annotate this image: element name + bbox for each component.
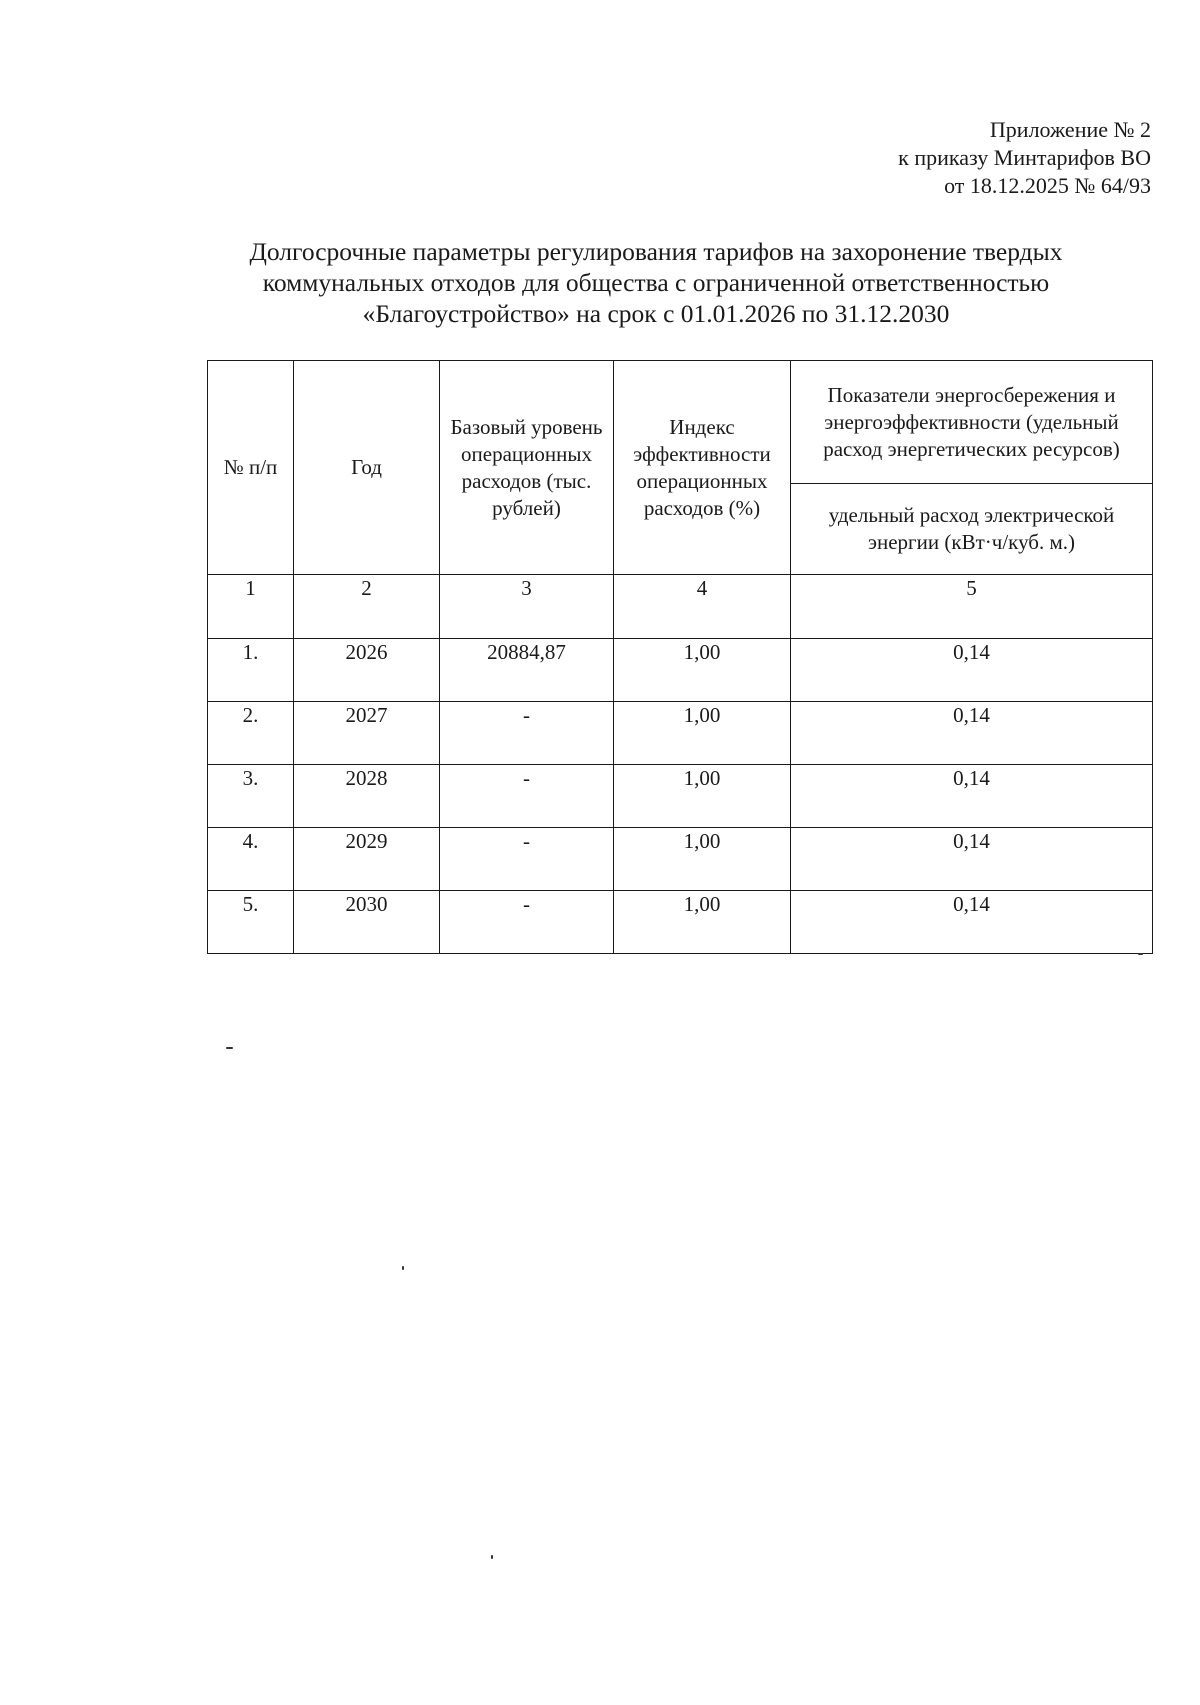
- column-number: 5: [791, 575, 1153, 639]
- table-row: [208, 891, 1153, 954]
- column-number-row: [208, 575, 1153, 639]
- table-row: [208, 828, 1153, 891]
- scan-speck: [226, 1047, 233, 1049]
- cell-base-level: -: [440, 891, 614, 954]
- header-electric: удельный расход электрической энергии (кВт·ч/куб. м.): [791, 484, 1153, 575]
- cell-base-level: 20884,87: [440, 639, 614, 702]
- cell-year: 2028: [294, 765, 440, 828]
- cell-base-level: -: [440, 828, 614, 891]
- table-row: [208, 702, 1153, 765]
- scan-speck: [402, 1266, 404, 1270]
- cell-year: 2026: [294, 639, 440, 702]
- title-line-3: «Благоустройство» на срок с 01.01.2026 по 31.12.2030: [362, 299, 950, 328]
- cell-year: 2027: [294, 702, 440, 765]
- cell-efficiency-index: 1,00: [614, 702, 791, 765]
- appendix-reference: [898, 116, 1151, 200]
- appendix-number: Приложение № 2: [989, 117, 1151, 142]
- cell-efficiency-index: 1,00: [614, 765, 791, 828]
- cell-electric: 0,14: [791, 828, 1153, 891]
- scan-speck: [1138, 953, 1143, 955]
- document-title: [206, 236, 1106, 329]
- table-row: [208, 765, 1153, 828]
- cell-base-level: -: [440, 765, 614, 828]
- header-num: № п/п: [208, 361, 294, 575]
- title-line-1: Долгосрочные параметры регулирования тарифов на захоронение твердых: [249, 237, 1063, 266]
- title-line-2: коммунальных отходов для общества с ограниченной ответственностью: [262, 268, 1050, 297]
- cell-electric: 0,14: [791, 702, 1153, 765]
- column-number: 3: [440, 575, 614, 639]
- cell-efficiency-index: 1,00: [614, 828, 791, 891]
- column-number: 1: [208, 575, 294, 639]
- cell-efficiency-index: 1,00: [614, 639, 791, 702]
- header-year: Год: [294, 361, 440, 575]
- cell-num: 2.: [208, 702, 294, 765]
- cell-efficiency-index: 1,00: [614, 891, 791, 954]
- cell-num: 5.: [208, 891, 294, 954]
- parameters-table: [207, 360, 1153, 954]
- appendix-date: от 18.12.2025 № 64/93: [944, 173, 1151, 198]
- header-row: [208, 361, 1153, 484]
- header-base-level: Базовый уровень операционных расходов (тыс. рублей): [440, 361, 614, 575]
- cell-num: 4.: [208, 828, 294, 891]
- column-number: 2: [294, 575, 440, 639]
- appendix-order: к приказу Минтарифов ВО: [898, 145, 1151, 170]
- cell-electric: 0,14: [791, 891, 1153, 954]
- cell-electric: 0,14: [791, 639, 1153, 702]
- cell-num: 3.: [208, 765, 294, 828]
- header-energy-group: Показатели энергосбережения и энергоэффективности (удельный расход энергетических ресурсов): [791, 361, 1153, 484]
- scan-speck: [491, 1555, 493, 1559]
- cell-base-level: -: [440, 702, 614, 765]
- cell-year: 2030: [294, 891, 440, 954]
- cell-num: 1.: [208, 639, 294, 702]
- table-row: [208, 639, 1153, 702]
- cell-year: 2029: [294, 828, 440, 891]
- cell-electric: 0,14: [791, 765, 1153, 828]
- header-efficiency-index: Индекс эффективности операционных расходов (%): [614, 361, 791, 575]
- column-number: 4: [614, 575, 791, 639]
